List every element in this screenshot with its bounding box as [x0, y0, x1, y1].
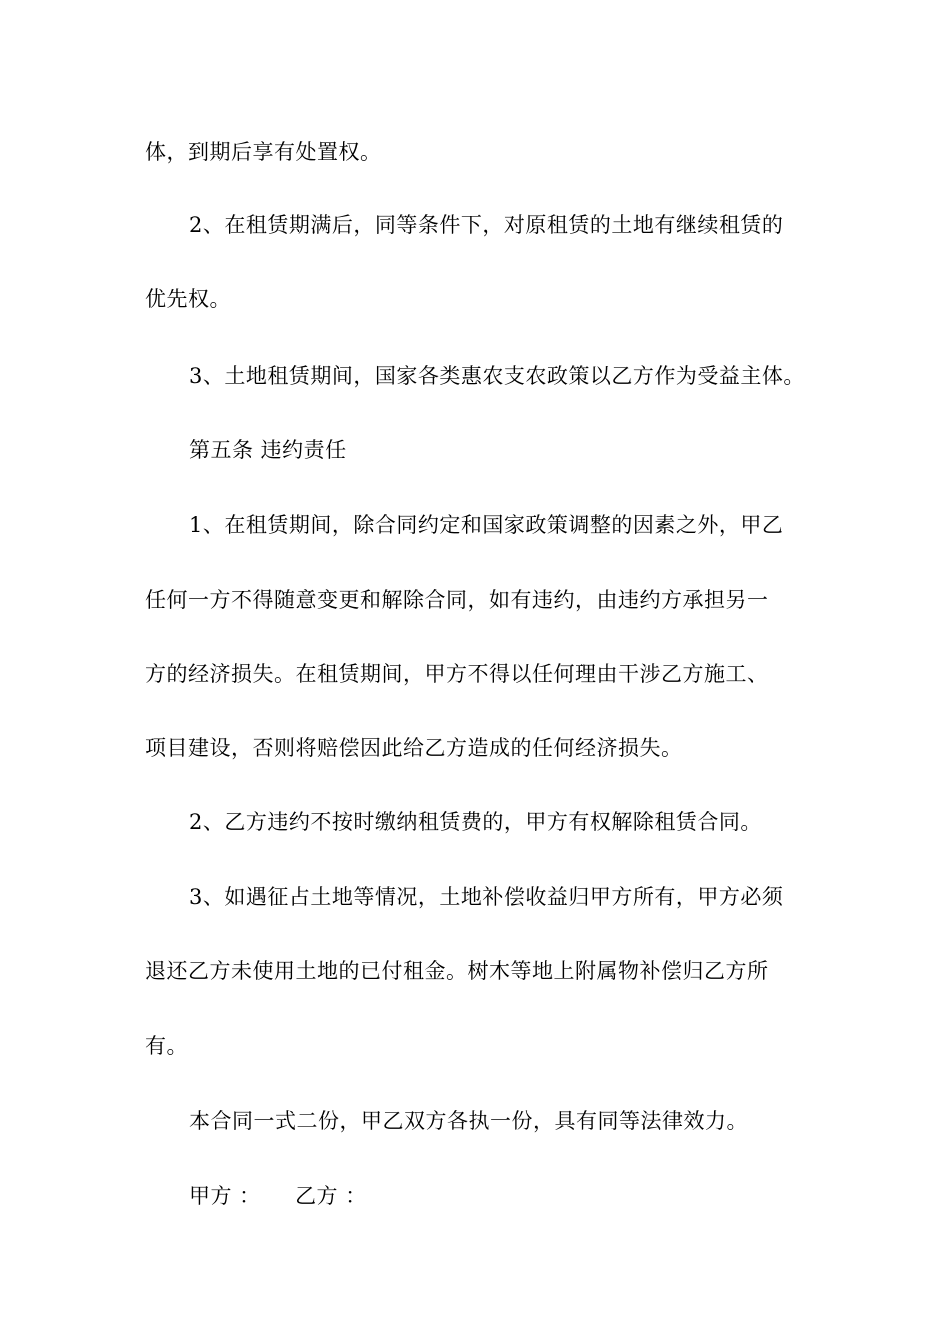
text-line: 方的经济损失。在租赁期间，甲方不得以任何理由干涉乙方施工、	[145, 662, 769, 686]
party-b-label: 乙方 ：	[295, 1184, 367, 1208]
text-line: 有。	[145, 1034, 188, 1058]
text-line: 项目建设，否则将赔偿因此给乙方造成的任何经济损失。	[145, 736, 683, 760]
text-line: 优先权。	[145, 287, 231, 311]
party-a-label: 甲方 ：	[189, 1184, 261, 1208]
text-line: 2、在租赁期满后，同等条件下，对原租赁的土地有继续租赁的	[189, 213, 784, 237]
text-line: 3、如遇征占土地等情况，土地补偿收益归甲方所有，甲方必须	[189, 885, 784, 909]
text-line: 3、土地租赁期间，国家各类惠农支农政策以乙方作为受益主体。	[189, 364, 805, 388]
text-line: 1、在租赁期间，除合同约定和国家政策调整的因素之外，甲乙	[189, 513, 784, 537]
text-line: 本合同一式二份，甲乙双方各执一份，具有同等法律效力。	[189, 1109, 748, 1133]
text-line: 2、乙方违约不按时缴纳租赁费的，甲方有权解除租赁合同。	[189, 810, 762, 834]
signature-line	[189, 1181, 367, 1211]
text-line: 退还乙方未使用土地的已付租金。树木等地上附属物补偿归乙方所	[145, 959, 769, 983]
text-line: 体，到期后享有处置权。	[145, 140, 382, 164]
section-heading: 第五条 违约责任	[189, 438, 347, 462]
text-line: 任何一方不得随意变更和解除合同，如有违约，由违约方承担另一	[145, 588, 769, 612]
